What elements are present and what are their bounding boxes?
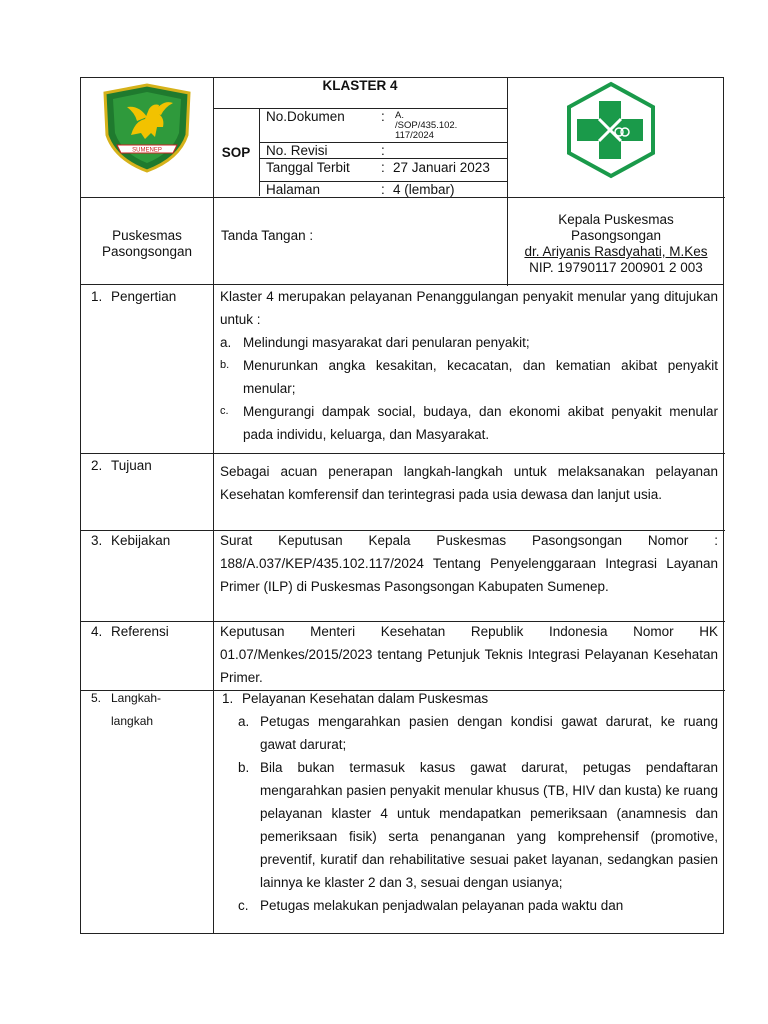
section-label-pengertian bbox=[91, 285, 176, 308]
meta-colon-tanggal-terbit: : bbox=[381, 160, 385, 175]
no-dokumen-value bbox=[395, 111, 457, 141]
section-num: 5. bbox=[91, 691, 102, 705]
section-title-line1: Langkah- bbox=[111, 691, 162, 705]
meta-label-tanggal-terbit: Tanggal Terbit bbox=[266, 160, 350, 175]
kepala-puskesmas-block bbox=[507, 212, 725, 276]
list-item: a. Petugas mengarahkan pasien dengan kondisi gawat darurat, ke ruang gawat darurat; bbox=[238, 714, 718, 752]
puskesmas-line1: Puskesmas bbox=[112, 228, 182, 243]
header-table bbox=[80, 77, 724, 285]
meta-label-halaman: Halaman bbox=[266, 182, 321, 197]
kabupaten-sumenep-emblem-icon bbox=[101, 83, 193, 173]
list-item: b. Bila bukan termasuk kasus gawat darurat, petugas pendaftaran mengarahkan pasien penyakit menular khusus (TB, HIV dan kusta) ke ruang pelayanan klaster 4 untuk mendapatkan pemeriksaan (anamnesis dan pemeriksaan fisik) serta penanganan yang komprehensif (promotive, preventif, kuratif dan rehabilitative sesuai paket layanan, sedangkan pasien lainnya ke klaster 2 dan 3, sesuai dengan usianya; bbox=[238, 760, 718, 890]
section-label-referensi bbox=[91, 620, 169, 643]
puskesmas-name bbox=[81, 228, 213, 260]
kepala-nip: NIP. 19790117 200901 2 003 bbox=[529, 260, 703, 275]
klaster-title: KLASTER 4 bbox=[322, 78, 398, 93]
kebijakan-text: Surat Keputusan Kepala Puskesmas Pasongsongan Nomor : 188/A.037/KEP/435.102.117/2024 Tentang Penyelenggaraan Integrasi Layanan Primer (ILP) di Puskesmas Pasongsongan Kabupaten Sumenep. bbox=[220, 533, 718, 594]
meta-label-no-dokumen: No.Dokumen bbox=[266, 109, 345, 124]
puskesmas-line2: Pasongsongan bbox=[101, 244, 193, 259]
section-content-kebijakan bbox=[220, 529, 718, 598]
section-num: 2. bbox=[91, 458, 103, 473]
meta-colon-halaman: : bbox=[381, 182, 385, 197]
list-item: c. Petugas melakukan penjadwalan pelayanan pada waktu dan bbox=[238, 898, 624, 913]
no-dokumen-line2: /SOP/435.102. bbox=[395, 120, 458, 131]
referensi-text: Keputusan Menteri Kesehatan Republik Indonesia Nomor HK 01.07/Menkes/2015/2023 tentang Petunjuk Teknis Integrasi Pelayanan Kesehatan Primer. bbox=[220, 624, 718, 685]
step-heading: 1. Pelayanan Kesehatan dalam Puskesmas bbox=[222, 691, 489, 706]
section-content-pengertian bbox=[220, 285, 718, 446]
section-title: Tujuan bbox=[111, 458, 152, 473]
meta-value-halaman: 4 (lembar) bbox=[393, 182, 455, 197]
section-num: 3. bbox=[91, 533, 103, 548]
puskesmas-logo-icon bbox=[561, 81, 661, 179]
section-title: Kebijakan bbox=[111, 533, 171, 548]
section-num: 4. bbox=[91, 624, 103, 639]
pengertian-intro: Klaster 4 merupakan pelayanan Penanggulangan penyakit menular yang ditujukan untuk : bbox=[220, 289, 718, 327]
tujuan-text: Sebagai acuan penerapan langkah-langkah untuk melaksanakan pelayanan Kesehatan komferensif dan terintegrasi pada usia dewasa dan lanjut usia. bbox=[220, 464, 718, 502]
section-num: 1. bbox=[91, 289, 103, 304]
meta-value-tanggal-terbit: 27 Januari 2023 bbox=[393, 160, 490, 175]
section-label-kebijakan bbox=[91, 529, 170, 552]
meta-colon-no-dokumen: : bbox=[381, 109, 385, 124]
section-label-tujuan bbox=[91, 454, 152, 477]
kepala-title-line2: Pasongsongan bbox=[570, 228, 662, 243]
section-label-langkah bbox=[91, 687, 161, 733]
meta-colon-no-revisi: : bbox=[381, 143, 385, 158]
tanda-tangan-label: Tanda Tangan : bbox=[221, 228, 314, 243]
list-item: a. Melindungi masyarakat dari penularan penyakit; bbox=[220, 335, 530, 350]
meta-label-no-revisi: No. Revisi bbox=[266, 143, 328, 158]
no-dokumen-line1: A. bbox=[395, 110, 404, 121]
sop-label: SOP bbox=[221, 145, 251, 160]
no-dokumen-line3: 117/2024 bbox=[395, 130, 434, 141]
section-title: Referensi bbox=[111, 624, 169, 639]
emblem-ribbon-text: SUMENEP bbox=[132, 147, 162, 154]
kepala-name: dr. Ariyanis Rasdyahati, M.Kes bbox=[524, 244, 708, 259]
kepala-title-line1: Kepala Puskesmas bbox=[558, 212, 674, 227]
list-item: b. Menurunkan angka kesakitan, kecacatan, dan kematian akibat penyakit menular; bbox=[220, 358, 718, 396]
section-content-referensi bbox=[220, 620, 718, 689]
section-content-langkah bbox=[220, 687, 718, 917]
sop-body-table bbox=[80, 285, 724, 934]
section-content-tujuan bbox=[220, 460, 718, 506]
list-item: c. Mengurangi dampak social, budaya, dan ekonomi akibat penyakit menular pada individu, keluarga, dan Masyarakat. bbox=[220, 404, 718, 442]
section-title-line2: langkah bbox=[111, 714, 154, 728]
section-title: Pengertian bbox=[111, 289, 177, 304]
